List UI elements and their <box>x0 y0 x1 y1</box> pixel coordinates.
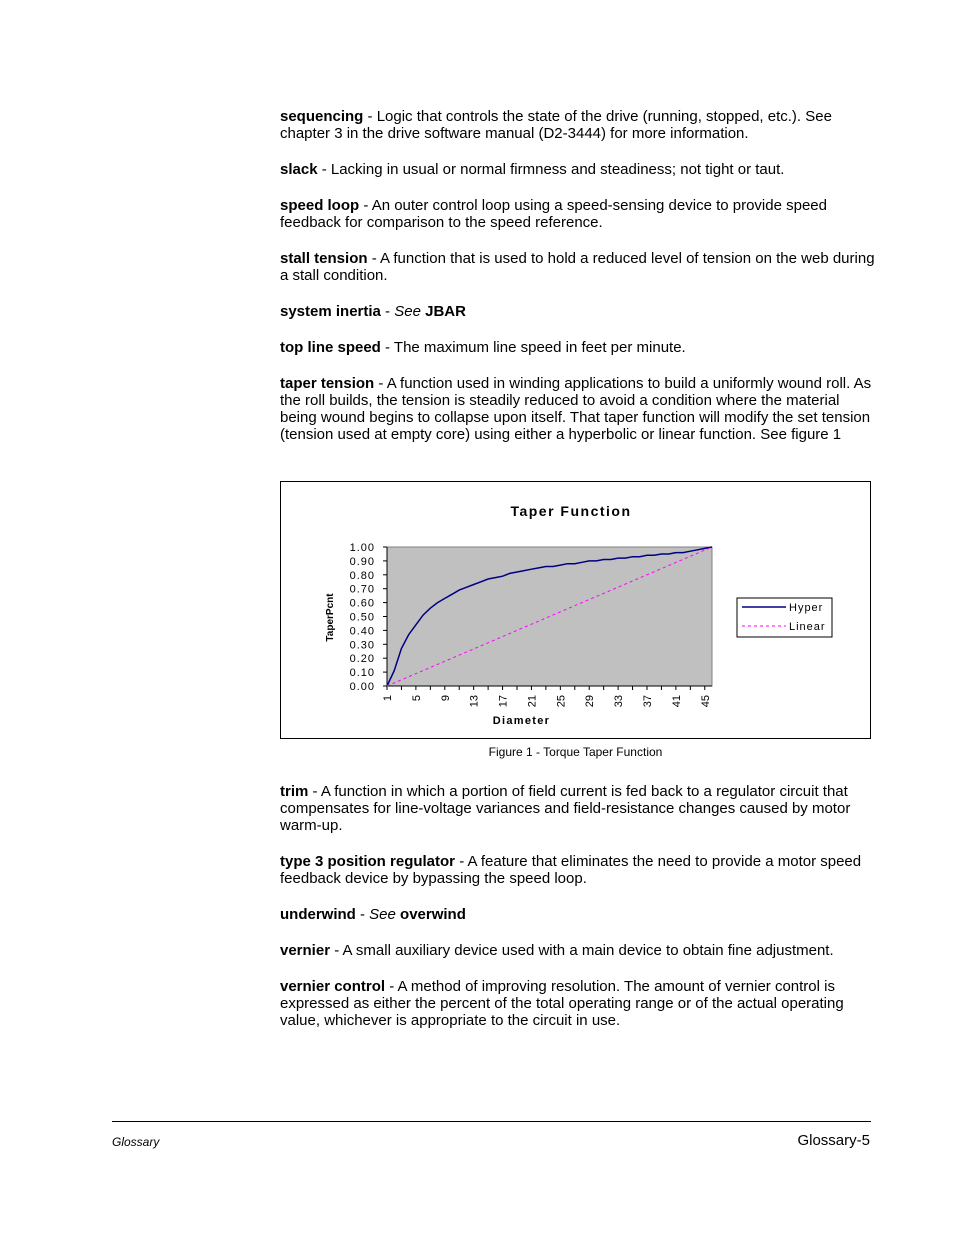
glossary-entry <box>280 250 875 284</box>
glossary-definition: - <box>380 303 395 320</box>
glossary-term: stall tension <box>280 250 368 267</box>
y-tick-label: 0.10 <box>349 667 375 680</box>
y-tick-label: 0.80 <box>349 569 375 582</box>
see-reference-label: See <box>394 303 421 320</box>
x-tick-label: 5 <box>410 695 423 702</box>
glossary-lower <box>280 783 875 1048</box>
glossary-term: sequencing <box>280 108 364 125</box>
glossary-definition: - Lacking in usual or normal firmness and steadiness; not tight or taut. <box>317 161 785 178</box>
glossary-term: taper tension <box>280 375 375 392</box>
glossary-term: vernier <box>280 942 331 959</box>
glossary-upper <box>280 108 875 462</box>
glossary-entry <box>280 303 875 320</box>
x-axis-label: Diameter <box>492 715 551 727</box>
y-tick-label: 0.50 <box>349 611 375 624</box>
y-tick-label: 1.00 <box>349 542 375 554</box>
x-tick-label: 45 <box>699 695 712 708</box>
glossary-entry <box>280 783 875 834</box>
glossary-entry <box>280 197 875 231</box>
legend-label-hyper: Hyper <box>789 602 824 614</box>
glossary-entry <box>280 978 875 1029</box>
glossary-definition: - A method of improving resolution. The amount of vernier control is expressed as either the percent of the total operating range or of the actual operating value, whichever is appropriate to the circuit in use. <box>280 978 844 1029</box>
glossary-entry <box>280 942 875 959</box>
glossary-term: type 3 position regulator <box>280 853 456 870</box>
glossary-entry <box>280 853 875 887</box>
x-tick-label: 9 <box>439 695 452 702</box>
taper-function-chart <box>280 481 871 739</box>
glossary-term: slack <box>280 161 318 178</box>
y-tick-label: 0.40 <box>349 625 375 638</box>
x-tick-label: 25 <box>555 695 568 708</box>
glossary-entry <box>280 161 875 178</box>
footer-divider <box>112 1121 871 1122</box>
glossary-term: system inertia <box>280 303 381 320</box>
x-tick-label: 33 <box>613 695 626 708</box>
y-tick-label: 0.90 <box>349 555 375 568</box>
x-tick-label: 13 <box>468 695 481 708</box>
glossary-definition: - Logic that controls the state of the drive (running, stopped, etc.). See chapter 3 in the drive software manual (D2-3444) for more information. <box>280 108 832 142</box>
x-tick-label: 37 <box>642 695 654 708</box>
x-tick-label: 41 <box>670 695 683 708</box>
glossary-definition: - A function that is used to hold a reduced level of tension on the web during a stall condition. <box>280 250 875 284</box>
glossary-definition: - An outer control loop using a speed-sensing device to provide speed feedback for comparison to the speed reference. <box>280 197 827 231</box>
x-tick-label: 29 <box>584 695 597 708</box>
glossary-entry <box>280 906 875 923</box>
glossary-entry <box>280 375 875 443</box>
cross-reference-term: overwind <box>395 906 466 923</box>
y-tick-label: 0.20 <box>349 653 375 666</box>
glossary-term: underwind <box>280 906 356 923</box>
y-tick-label: 0.60 <box>349 597 375 610</box>
glossary-definition: - A feature that eliminates the need to provide a motor speed feedback device by bypassing the speed loop. <box>280 853 862 887</box>
glossary-term: top line speed <box>280 339 381 356</box>
glossary-term: vernier control <box>280 978 386 995</box>
glossary-definition: - A function in which a portion of field current is fed back to a regulator circuit that compensates for line-voltage variances and field-resistance changes caused by motor warm-up. <box>280 783 851 834</box>
y-axis-label: TaperPcnt <box>325 593 336 642</box>
footer-section-label: Glossary <box>112 1135 160 1149</box>
cross-reference-term: JBAR <box>420 303 466 320</box>
x-tick-label: 17 <box>497 695 510 708</box>
y-tick-label: 0.00 <box>349 681 375 693</box>
glossary-term: trim <box>280 783 309 800</box>
y-tick-label: 0.30 <box>349 639 375 652</box>
footer-page-number: Glossary-5 <box>797 1132 870 1149</box>
glossary-definition: - The maximum line speed in feet per minute. <box>380 339 686 356</box>
glossary-definition: - <box>355 906 370 923</box>
see-reference-label: See <box>369 906 396 923</box>
legend-label-linear: Linear <box>789 621 826 633</box>
chart-svg <box>281 482 870 738</box>
chart-title: Taper Function <box>510 503 632 519</box>
x-tick-label: 21 <box>526 695 539 708</box>
glossary-definition: - A small auxiliary device used with a main device to obtain fine adjustment. <box>330 942 834 959</box>
glossary-entry <box>280 339 875 356</box>
glossary-entry <box>280 108 875 142</box>
figure-caption: Figure 1 - Torque Taper Function <box>488 745 663 759</box>
glossary-term: speed loop <box>280 197 360 214</box>
y-tick-label: 0.70 <box>349 583 375 596</box>
x-tick-label: 1 <box>382 695 394 702</box>
glossary-definition: - A function used in winding applications to build a uniformly wound roll. As the roll builds, the tension is steadily reduced to avoid a condition where the material being wound begins to collapse upon itself. That taper function will modify the set tension (tension used at empty core) using either a hyperbolic or linear function. See figure 1 <box>280 375 872 443</box>
